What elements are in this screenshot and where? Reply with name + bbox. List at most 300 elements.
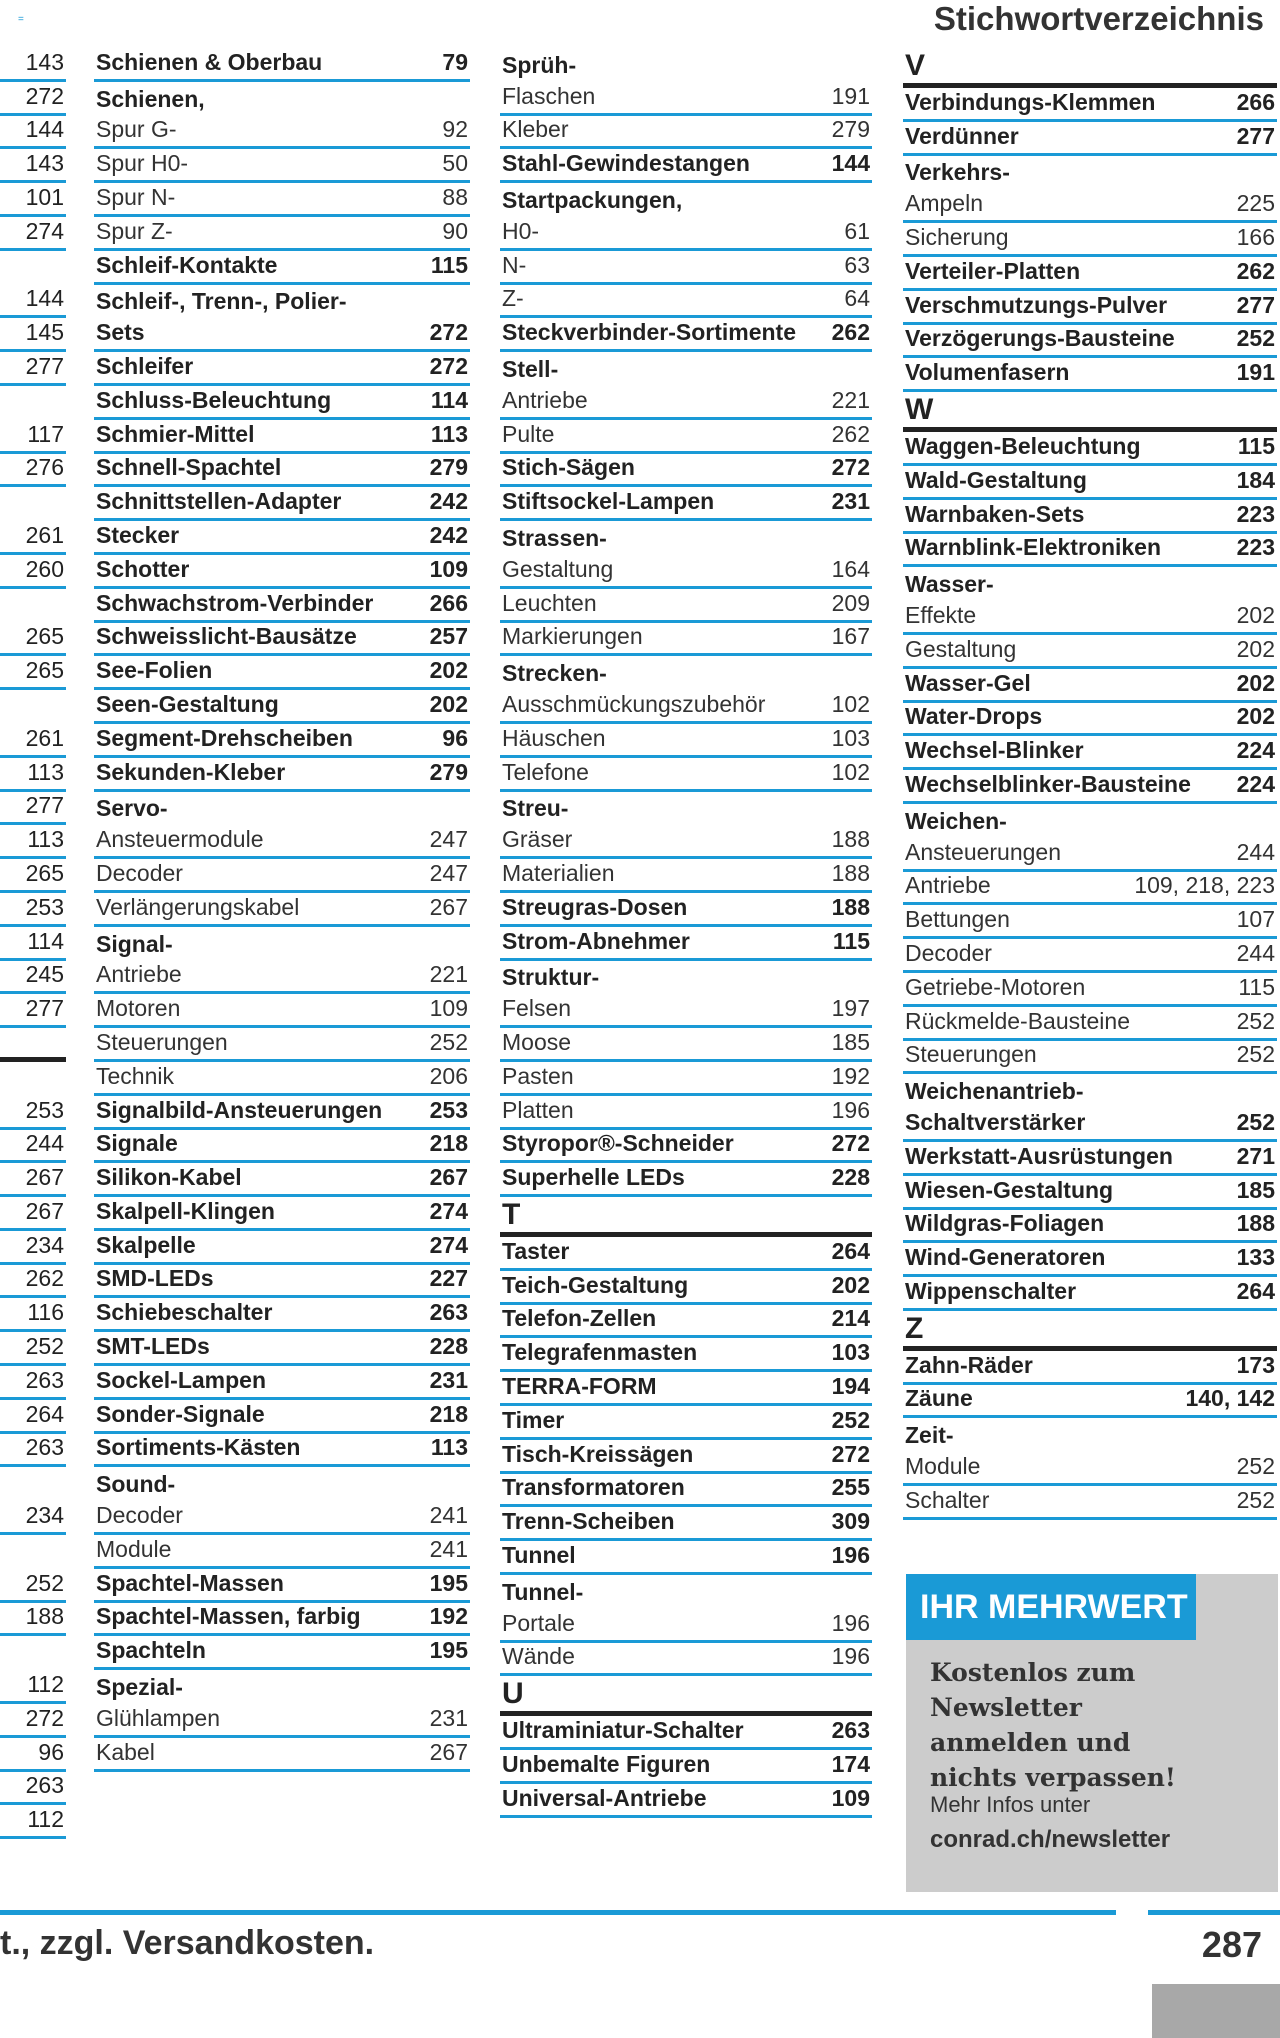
index-entry — [0, 1400, 66, 1434]
entry-term: Decoder — [96, 859, 183, 886]
index-entry — [0, 1366, 66, 1400]
index-entry — [500, 217, 872, 251]
index-entry — [0, 1738, 66, 1772]
index-entry — [500, 1507, 872, 1541]
entry-page: 266 — [1236, 88, 1275, 115]
index-entry — [0, 1805, 66, 1839]
entry-term: Rückmelde-Bausteine — [905, 1007, 1131, 1034]
index-entry — [94, 792, 470, 826]
entry-page: 231 — [831, 488, 870, 515]
index-entry — [0, 690, 66, 724]
entry-term: Pulte — [502, 420, 555, 447]
entry-term: N- — [502, 251, 527, 278]
entry-page: 202 — [1236, 703, 1275, 730]
index-entry — [0, 1670, 66, 1704]
entry-page: 272 — [831, 1130, 870, 1157]
entry-page: 244 — [1236, 939, 1275, 966]
entry-term: 261 — [25, 724, 64, 751]
entry-term: Platten — [502, 1096, 574, 1123]
entry-term: Schleifer — [96, 352, 194, 379]
entry-page: 96 — [442, 724, 468, 751]
index-column-partial — [0, 48, 66, 1839]
entry-term: Werkstatt-Ausrüstungen — [905, 1142, 1173, 1169]
entry-page: 231 — [429, 1704, 468, 1731]
index-entry — [94, 1400, 470, 1434]
entry-term: 253 — [25, 893, 64, 920]
entry-page: 202 — [429, 657, 468, 684]
entry-term: Wasser- — [905, 571, 994, 598]
entry-page: 242 — [429, 521, 468, 548]
entry-term: Strassen- — [502, 524, 607, 551]
entry-page: 103 — [831, 1339, 870, 1366]
entry-page: 202 — [429, 690, 468, 717]
index-column-3 — [903, 48, 1277, 1520]
index-entry — [0, 1298, 66, 1332]
entry-term: 276 — [25, 454, 64, 481]
index-entry — [0, 454, 66, 488]
entry-page: 191 — [1236, 359, 1275, 386]
entry-term: Stiftsockel-Lampen — [502, 488, 715, 515]
entry-page: 202 — [1236, 669, 1275, 696]
entry-term: 263 — [25, 1434, 64, 1461]
entry-page: 114 — [430, 386, 468, 413]
entry-term: Spezial- — [96, 1674, 183, 1701]
index-entry — [94, 555, 470, 589]
entry-term: Gräser — [502, 826, 573, 853]
index-entry — [903, 432, 1277, 466]
index-entry — [94, 589, 470, 623]
entry-term: Ampeln — [905, 190, 983, 217]
entry-page: 252 — [1236, 1041, 1275, 1068]
entry-term: Silikon-Kabel — [96, 1164, 242, 1191]
index-entry — [94, 1197, 470, 1231]
index-entry — [500, 1062, 872, 1096]
entry-page: 115 — [1237, 432, 1275, 459]
entry-page: 92 — [442, 116, 468, 143]
index-entry — [500, 927, 872, 961]
entry-term: Weichen- — [905, 807, 1007, 834]
index-entry — [903, 1210, 1277, 1244]
entry-page: 228 — [429, 1333, 468, 1360]
entry-term: Superhelle LEDs — [502, 1164, 685, 1191]
index-entry — [903, 122, 1277, 156]
index-entry — [500, 859, 872, 893]
index-entry — [94, 1501, 470, 1535]
entry-page: 90 — [442, 217, 468, 244]
index-entry — [500, 961, 872, 995]
promo-info: Mehr Infos unter — [930, 1792, 1091, 1817]
entry-term: Spachtel-Massen — [96, 1569, 284, 1596]
entry-page: 241 — [429, 1502, 468, 1529]
entry-term: Verschmutzungs-Pulver — [905, 291, 1168, 318]
entry-page: 185 — [831, 1028, 870, 1055]
index-entry — [903, 1486, 1277, 1520]
entry-page: 242 — [429, 488, 468, 515]
entry-term: Telefon-Zellen — [502, 1305, 657, 1332]
index-entry — [500, 1028, 872, 1062]
entry-page: 252 — [1236, 1007, 1275, 1034]
entry-term: Module — [905, 1453, 981, 1480]
index-entry — [94, 183, 470, 217]
index-entry — [500, 1338, 872, 1372]
entry-term: Schaltverstärker — [905, 1108, 1086, 1135]
index-entry — [0, 623, 66, 657]
entry-term: Weichenantrieb- — [905, 1078, 1084, 1105]
entry-page: 228 — [831, 1164, 870, 1191]
entry-page: 144 — [831, 150, 870, 177]
entry-term: Tunnel- — [502, 1578, 584, 1605]
entry-page: 263 — [831, 1717, 870, 1744]
index-entry — [0, 792, 66, 826]
index-entry — [94, 1636, 470, 1670]
index-column-1 — [94, 48, 470, 1772]
index-entry — [0, 285, 66, 319]
entry-term: Motoren — [96, 995, 181, 1022]
index-entry — [500, 454, 872, 488]
index-entry — [903, 838, 1277, 872]
entry-term: 234 — [25, 1502, 64, 1529]
entry-term: Wald-Gestaltung — [905, 466, 1087, 493]
index-entry — [500, 1643, 872, 1677]
entry-term: Schnittstellen-Adapter — [96, 488, 342, 515]
entry-term: Getriebe-Motoren — [905, 973, 1086, 1000]
entry-term: 262 — [25, 1265, 64, 1292]
index-entry — [500, 1237, 872, 1271]
entry-term: 116 — [27, 1299, 64, 1326]
entry-term: U — [502, 1677, 524, 1711]
index-entry — [94, 454, 470, 488]
newsletter-link[interactable]: conrad.ch/newsletter — [930, 1826, 1171, 1853]
entry-page: 252 — [1236, 1453, 1275, 1480]
index-entry — [903, 1142, 1277, 1176]
index-entry — [903, 1074, 1277, 1108]
entry-term: Telefone — [502, 758, 589, 785]
index-entry — [500, 386, 872, 420]
index-entry — [0, 859, 66, 893]
index-entry — [94, 352, 470, 386]
index-entry — [94, 994, 470, 1028]
entry-term: Streu- — [502, 795, 569, 822]
index-entry — [94, 82, 470, 116]
entry-page: 79 — [442, 48, 468, 75]
entry-term: Verkehrs- — [905, 159, 1010, 186]
index-entry — [94, 1467, 470, 1501]
index-entry — [903, 669, 1277, 703]
entry-term: Kleber — [502, 116, 569, 143]
entry-term: Wippenschalter — [905, 1277, 1077, 1304]
index-entry — [903, 1108, 1277, 1142]
entry-term: 188 — [25, 1603, 64, 1630]
page-number: 287 — [1201, 1924, 1262, 1965]
entry-term: Zäune — [905, 1385, 973, 1412]
entry-term: Sortiments-Kästen — [96, 1434, 301, 1461]
index-entry — [500, 318, 872, 352]
entry-page: 188 — [1236, 1210, 1275, 1237]
entry-page: 266 — [429, 589, 468, 616]
entry-page: 202 — [1236, 635, 1275, 662]
entry-page: 274 — [429, 1231, 468, 1258]
entry-page: 218 — [429, 1130, 468, 1157]
index-entry — [903, 905, 1277, 939]
entry-page: 191 — [831, 82, 870, 109]
entry-term: Decoder — [905, 939, 992, 966]
index-entry — [903, 156, 1277, 190]
entry-term: 265 — [25, 657, 64, 684]
entry-page: 218 — [429, 1400, 468, 1427]
index-entry — [500, 149, 872, 183]
entry-page: 206 — [429, 1062, 468, 1089]
entry-term: Wildgras-Foliagen — [905, 1210, 1105, 1237]
entry-page: 102 — [831, 758, 870, 785]
page-title: Stichwortverzeichnis — [933, 0, 1264, 37]
entry-page: 63 — [844, 251, 870, 278]
index-entry — [500, 1096, 872, 1130]
index-entry — [903, 736, 1277, 770]
index-column-2 — [500, 48, 872, 1818]
entry-term: 117 — [27, 420, 64, 447]
entry-page: 113 — [430, 420, 468, 447]
entry-term: TERRA-FORM — [502, 1373, 657, 1400]
entry-term: 245 — [25, 961, 64, 988]
index-entry — [500, 758, 872, 792]
entry-page: 252 — [1236, 1486, 1275, 1513]
index-entry — [500, 825, 872, 859]
index-entry — [903, 1041, 1277, 1075]
entry-page: 223 — [1236, 500, 1275, 527]
index-entry — [500, 623, 872, 657]
entry-term: W — [905, 393, 934, 427]
index-entry — [94, 1603, 470, 1637]
entry-page: 262 — [831, 319, 870, 346]
entry-term: Antriebe — [96, 961, 182, 988]
entry-term: Wände — [502, 1643, 575, 1670]
index-entry — [94, 656, 470, 690]
entry-term: 112 — [27, 1671, 64, 1698]
entry-term: Pasten — [502, 1062, 574, 1089]
entry-page: 195 — [429, 1637, 468, 1664]
entry-term: 112 — [27, 1806, 64, 1833]
entry-term: 252 — [25, 1333, 64, 1360]
entry-term: Schmier-Mittel — [96, 420, 255, 447]
entry-term: Z- — [502, 285, 524, 312]
entry-term: Schalter — [905, 1486, 990, 1513]
index-entry — [500, 994, 872, 1028]
index-entry — [500, 1474, 872, 1508]
entry-term: Warnblink-Elektroniken — [905, 534, 1162, 561]
entry-term: 261 — [25, 521, 64, 548]
entry-term: Signale — [96, 1130, 178, 1157]
entry-term: Sound- — [96, 1471, 176, 1498]
index-entry — [903, 567, 1277, 601]
entry-term: Skalpell-Klingen — [96, 1197, 275, 1224]
index-entry — [903, 466, 1277, 500]
entry-term: Streugras-Dosen — [502, 893, 688, 920]
entry-term: 143 — [25, 48, 64, 75]
entry-term: V — [905, 49, 926, 82]
entry-term: Ultraminiatur-Schalter — [502, 1717, 744, 1744]
index-entry — [0, 1332, 66, 1366]
entry-term: Technik — [96, 1062, 174, 1089]
index-entry — [500, 1541, 872, 1575]
index-entry — [94, 1062, 470, 1096]
entry-page: 267 — [429, 1164, 468, 1191]
entry-page: 184 — [1236, 466, 1275, 493]
index-entry — [903, 601, 1277, 635]
entry-page: 197 — [831, 995, 870, 1022]
entry-term: Schweisslicht-Bausätze — [96, 623, 357, 650]
entry-page: 109 — [429, 995, 468, 1022]
entry-page: 274 — [429, 1197, 468, 1224]
entry-term: Tunnel — [502, 1542, 576, 1569]
entry-page: 247 — [429, 826, 468, 853]
entry-term: 234 — [25, 1231, 64, 1258]
entry-term: H0- — [502, 217, 540, 244]
index-entry — [94, 1366, 470, 1400]
entry-page: 277 — [1236, 122, 1275, 149]
index-entry — [500, 1130, 872, 1164]
index-entry — [0, 1062, 66, 1096]
entry-term: Stecker — [96, 521, 180, 548]
entry-term: 272 — [25, 82, 64, 109]
footer-shipping-note: t., zzgl. Versandkosten. — [0, 1924, 375, 1962]
index-entry — [94, 285, 470, 319]
promo-line-1: Kostenlos zum Newsletter — [930, 1658, 1136, 1722]
entry-page: 271 — [1236, 1142, 1275, 1169]
entry-page: 241 — [429, 1535, 468, 1562]
index-entry — [500, 1372, 872, 1406]
index-entry — [0, 1467, 66, 1501]
index-entry — [903, 500, 1277, 534]
entry-page: 167 — [831, 623, 870, 650]
index-entry — [94, 116, 470, 150]
index-entry — [0, 1569, 66, 1603]
entry-term: 96 — [38, 1738, 64, 1765]
entry-term: Schienen, — [96, 85, 205, 112]
index-entry — [500, 724, 872, 758]
letter-heading — [500, 1676, 872, 1716]
entry-page: 255 — [831, 1474, 870, 1501]
entry-term: Ansteuermodule — [96, 826, 264, 853]
entry-page: 267 — [429, 893, 468, 920]
index-entry — [94, 149, 470, 183]
entry-page: 224 — [1236, 737, 1275, 764]
index-entry — [500, 1575, 872, 1609]
entry-page: 264 — [831, 1237, 870, 1264]
entry-term: 263 — [25, 1366, 64, 1393]
entry-page: 194 — [831, 1373, 870, 1400]
entry-term: Schwachstrom-Verbinder — [96, 589, 374, 616]
entry-page: 196 — [831, 1542, 870, 1569]
index-entry — [94, 318, 470, 352]
index-entry — [0, 48, 66, 82]
entry-term: Leuchten — [502, 589, 597, 616]
entry-page: 50 — [442, 150, 468, 177]
entry-term: Spur Z- — [96, 217, 173, 244]
entry-term: Bettungen — [905, 906, 1010, 933]
letter-heading — [903, 1311, 1277, 1351]
entry-term: Wasser-Gel — [905, 669, 1031, 696]
index-entry — [0, 555, 66, 589]
entry-page: 88 — [442, 183, 468, 210]
entry-term: Sprüh- — [502, 51, 577, 78]
entry-page: 272 — [831, 1440, 870, 1467]
entry-page: 279 — [831, 116, 870, 143]
index-entry — [500, 555, 872, 589]
entry-page: 164 — [831, 555, 870, 582]
entry-term: Struktur- — [502, 964, 600, 991]
index-entry — [0, 656, 66, 690]
entry-page: 209 — [831, 589, 870, 616]
entry-term: Gestaltung — [502, 555, 614, 582]
entry-term: 113 — [27, 758, 64, 785]
index-entry — [500, 1271, 872, 1305]
index-entry — [903, 257, 1277, 291]
entry-page: 174 — [831, 1751, 870, 1778]
entry-term: 113 — [27, 826, 64, 853]
entry-page: 113 — [430, 1434, 468, 1461]
entry-page: 185 — [1236, 1176, 1275, 1203]
index-entry — [500, 1609, 872, 1643]
entry-term: Sonder-Signale — [96, 1400, 265, 1427]
promo-text — [930, 1655, 1270, 1795]
index-entry — [500, 82, 872, 116]
index-entry — [94, 217, 470, 251]
entry-term: Schotter — [96, 555, 190, 582]
entry-term: Unbemalte Figuren — [502, 1751, 711, 1778]
index-entry — [0, 1096, 66, 1130]
footer-divider — [0, 1910, 1116, 1915]
entry-page: 202 — [1236, 601, 1275, 628]
entry-page: 195 — [429, 1569, 468, 1596]
entry-page: 188 — [831, 859, 870, 886]
entry-term: Kabel — [96, 1738, 155, 1765]
entry-term: 252 — [25, 1569, 64, 1596]
entry-term: 260 — [25, 555, 64, 582]
entry-page: 263 — [429, 1299, 468, 1326]
index-entry — [94, 1670, 470, 1704]
entry-page: 272 — [429, 319, 468, 346]
letter-heading — [903, 48, 1277, 88]
entry-term: Ansteuerungen — [905, 838, 1062, 865]
entry-term: Ausschmückungszubehör — [502, 690, 766, 717]
index-entry — [0, 251, 66, 285]
index-entry — [0, 825, 66, 859]
index-entry — [94, 1434, 470, 1468]
index-entry — [94, 623, 470, 657]
index-entry — [903, 939, 1277, 973]
entry-term: Verlängerungskabel — [96, 893, 300, 920]
entry-page: 253 — [429, 1096, 468, 1123]
entry-term: Strom-Abnehmer — [502, 927, 690, 954]
index-entry — [500, 792, 872, 826]
index-entry — [94, 1569, 470, 1603]
index-entry — [0, 149, 66, 183]
index-entry — [500, 589, 872, 623]
entry-term: See-Folien — [96, 657, 213, 684]
entry-page: 196 — [831, 1609, 870, 1636]
entry-term: Decoder — [96, 1502, 183, 1529]
entry-term: Waggen-Beleuchtung — [905, 432, 1141, 459]
entry-term: Schleif-, Trenn-, Polier- — [96, 288, 347, 315]
entry-page: 115 — [1238, 973, 1275, 1000]
entry-term: Spachtel-Massen, farbig — [96, 1603, 361, 1630]
entry-term: 277 — [25, 995, 64, 1022]
entry-page: 252 — [1236, 325, 1275, 352]
entry-page: 221 — [429, 961, 468, 988]
entry-term: Wechselblinker-Bausteine — [905, 770, 1191, 797]
entry-page: 277 — [1236, 291, 1275, 318]
index-entry — [94, 961, 470, 995]
